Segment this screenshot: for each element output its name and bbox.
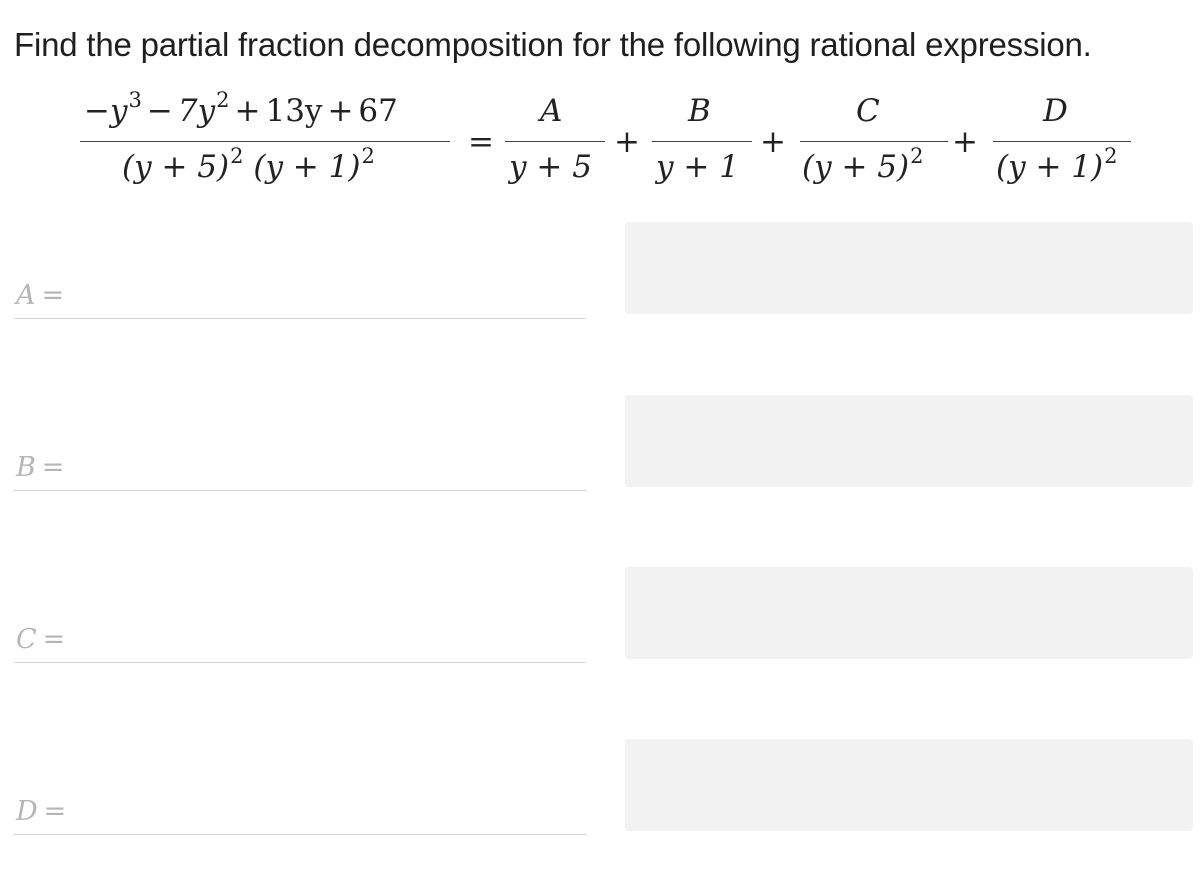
lhs-numerator: $-y^3 - 7y^2 + 13y + 67$ xyxy=(84,88,398,129)
term-a-denominator: y + 5 xyxy=(509,149,592,185)
equals-sign: = xyxy=(468,124,494,160)
plus-sign-3: + xyxy=(952,124,978,160)
answer-input-b[interactable] xyxy=(76,452,590,488)
answer-label-a: A = xyxy=(16,280,65,311)
answer-row-d xyxy=(14,796,586,836)
answer-underline-a xyxy=(14,318,586,319)
answer-input-a[interactable] xyxy=(76,280,590,316)
lhs-denominator: $(y + 5)^2$ $(y + 1)^2$ xyxy=(122,144,375,185)
answer-row-c xyxy=(14,624,586,664)
term-d-numerator: D xyxy=(1043,93,1068,129)
answer-underline-d xyxy=(14,834,586,835)
answer-underline-c xyxy=(14,662,586,663)
work-area-c xyxy=(625,567,1193,659)
term-b-fraction-bar xyxy=(652,141,752,142)
term-c-fraction-bar xyxy=(800,141,948,142)
term-a-fraction-bar xyxy=(505,141,605,142)
work-area-b xyxy=(625,395,1193,487)
work-area-a xyxy=(625,222,1193,314)
answer-label-d: D = xyxy=(16,796,67,827)
problem-prompt: Find the partial fraction decomposition for the following rational expression. xyxy=(14,26,1092,63)
answer-input-d[interactable] xyxy=(76,796,590,832)
lhs-fraction-bar xyxy=(80,141,450,142)
answer-row-a xyxy=(14,280,586,320)
term-b-denominator: y + 1 xyxy=(656,149,739,185)
term-d-fraction-bar xyxy=(993,141,1131,142)
term-d-denominator: $(y + 1)^2$ xyxy=(996,144,1118,185)
answer-underline-b xyxy=(14,490,586,491)
term-c-denominator: $(y + 5)^2$ xyxy=(802,144,924,185)
plus-sign-2: + xyxy=(760,124,786,160)
answer-label-b: B = xyxy=(16,452,65,483)
answer-input-c[interactable] xyxy=(76,624,590,660)
term-b-numerator: B xyxy=(688,93,711,129)
term-c-numerator: C xyxy=(856,93,880,129)
work-area-d xyxy=(625,739,1193,831)
answer-row-b xyxy=(14,452,586,492)
answer-label-c: C = xyxy=(16,624,66,655)
term-a-numerator: A xyxy=(540,93,563,129)
plus-sign-1: + xyxy=(614,124,640,160)
